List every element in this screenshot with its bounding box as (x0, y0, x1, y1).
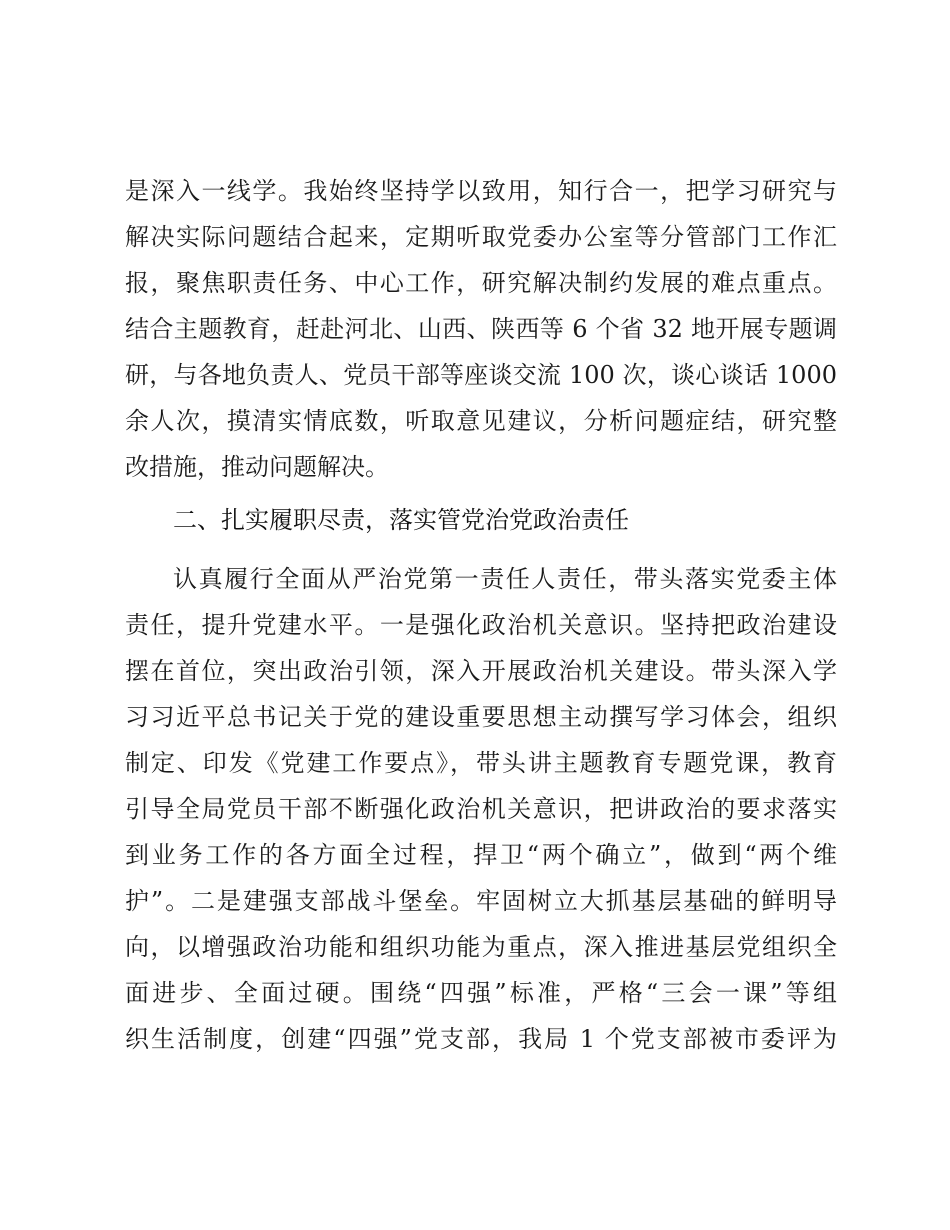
body-text-line: 报，聚焦职责任务、中心工作，研究解决制约发展的难点重点。 (125, 269, 837, 297)
body-text-line: 结合主题教育，赶赴河北、山西、陕西等 6 个省 32 地开展专题调 (125, 315, 837, 343)
body-text-line: 改措施，推动问题解决。 (125, 453, 389, 481)
body-text-line: 习习近平总书记关于党的建设重要思想主动撰写学习体会，组织 (125, 703, 837, 731)
body-text-line: 研，与各地负责人、党员干部等座谈交流 100 次，谈心谈话 1000 (125, 361, 837, 389)
body-text-line: 面进步、全面过硬。围绕“四强”标准，严格“三会一课”等组 (125, 979, 837, 1007)
body-text-line: 到业务工作的各方面全过程，捍卫“两个确立”，做到“两个维 (125, 841, 837, 869)
body-text-line: 织生活制度，创建“四强”党支部，我局 1 个党支部被市委评为 (125, 1025, 837, 1053)
body-text-line: 摆在首位，突出政治引领，深入开展政治机关建设。带头深入学 (125, 657, 837, 685)
body-text-line: 认真履行全面从严治党第一责任人责任，带头落实党委主体 (173, 565, 837, 593)
body-text-line: 责任，提升党建水平。一是强化政治机关意识。坚持把政治建设 (125, 611, 837, 639)
body-text-line: 解决实际问题结合起来，定期听取党委办公室等分管部门工作汇 (125, 223, 837, 251)
body-text-line: 是深入一线学。我始终坚持学以致用，知行合一，把学习研究与 (125, 177, 837, 205)
body-text-line: 制定、印发《党建工作要点》，带头讲主题教育专题党课，教育 (125, 749, 837, 777)
body-text-line: 引导全局党员干部不断强化政治机关意识，把讲政治的要求落实 (125, 795, 837, 823)
section-heading: 二、扎实履职尽责，落实管党治党政治责任 (173, 506, 629, 534)
body-text-line: 向，以增强政治功能和组织功能为重点，深入推进基层党组织全 (125, 933, 837, 961)
body-text-line: 余人次，摸清实情底数，听取意见建议，分析问题症结，研究整 (125, 407, 837, 435)
body-text-line: 护”。二是建强支部战斗堡垒。牢固树立大抓基层基础的鲜明导 (125, 887, 837, 915)
